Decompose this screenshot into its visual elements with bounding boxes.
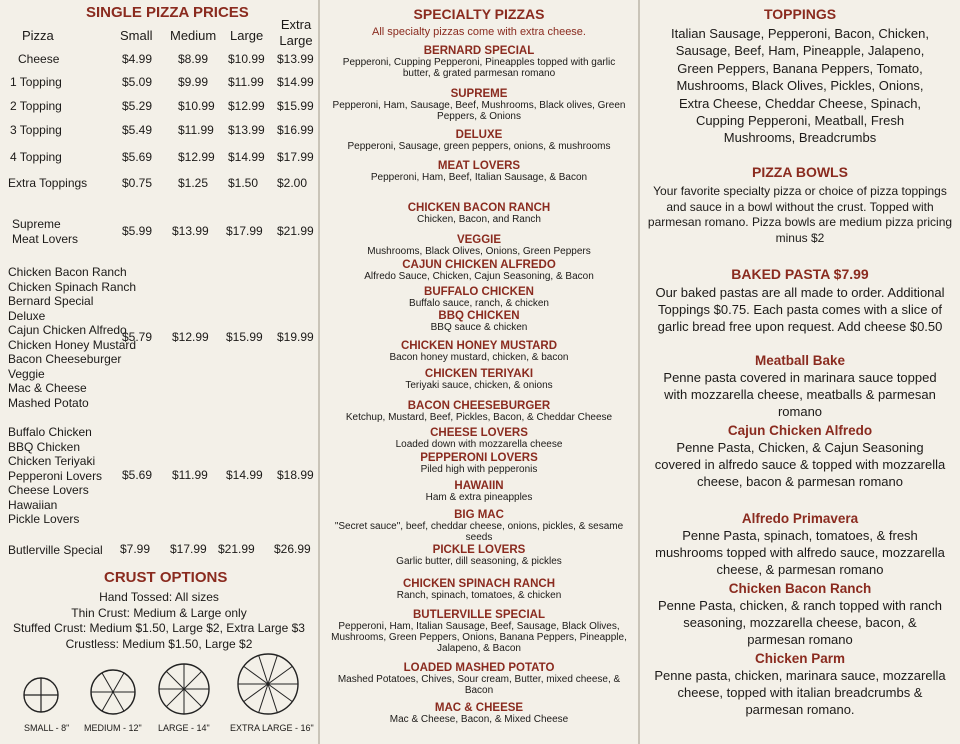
group-price: $19.99	[277, 329, 314, 344]
price-cell: $12.99	[228, 99, 265, 113]
pizza-name: Cajun Chicken Alfredo	[8, 323, 127, 337]
price-row-name: Extra Toppings	[8, 176, 88, 190]
specialty-name: BBQ CHICKEN	[438, 310, 520, 322]
price-cell: $11.99	[178, 123, 214, 137]
pizza-name: Cheese Lovers	[8, 483, 89, 497]
large-pizza-icon	[157, 662, 211, 716]
pasta-desc: Penne Pasta, chicken, & ranch topped with ranch seasoning, mozzarella cheese, bacon, & parmesan romano	[657, 598, 942, 647]
specialty-desc: Buffalo sauce, ranch, & chicken	[409, 298, 549, 309]
specialty-name: BIG MAC	[454, 509, 504, 521]
pasta-name: Cajun Chicken Alfredo	[727, 423, 873, 438]
specialty-desc: Pepperoni, Ham, Beef, Italian Sausage, & Bacon	[370, 172, 588, 183]
group-price: $5.69	[122, 467, 153, 482]
specialty-desc: Loaded down with mozzarella cheese	[395, 439, 563, 450]
pasta-name: Chicken Bacon Ranch	[728, 581, 872, 596]
pizza-name: Hawaiian	[8, 497, 58, 512]
toppings-list: Italian Sausage, Pepperoni, Bacon, Chicken, Sausage, Beef, Ham, Pineapple, Jalapeno, Green Peppers, Banana Peppers, Tomato, Mushrooms, Black Olives, Pickles, Onions, Extra Cheese, Cheddar Cheese, Spinach, Cupping Pepperoni, Meatball, Fresh Mushrooms, Breadcrumbs	[670, 26, 929, 146]
specialty-item	[320, 578, 638, 601]
price-cell: $10.99	[228, 52, 265, 66]
pizza-name: Pickle Lovers	[8, 512, 80, 526]
crust-options-title: CRUST OPTIONS	[104, 569, 228, 586]
group-price: $11.99	[172, 467, 208, 482]
specialty-item	[320, 340, 638, 363]
specialty-item	[320, 544, 638, 567]
specialty-name: MAC & CHEESE	[434, 702, 524, 714]
group-price: $17.99	[226, 223, 263, 238]
pasta-desc: Penne Pasta, Chicken, & Cajun Seasoning covered in alfredo sauce & topped with mozzarella cheese, bacon & parmesan romano	[654, 440, 946, 489]
price-group-names	[8, 543, 103, 558]
specialty-item	[320, 427, 638, 450]
price-row-name: Cheese	[18, 52, 60, 66]
pizza-name: BBQ Chicken	[8, 439, 81, 454]
extra-large-pizza-icon	[236, 652, 300, 716]
pasta-name: Meatball Bake	[754, 353, 846, 368]
specialty-item	[320, 129, 638, 152]
price-row-name: 4 Topping	[10, 150, 62, 164]
pizza-name: Bernard Special	[8, 294, 94, 308]
price-cell: $13.99	[228, 123, 265, 137]
price-cell: $0.75	[122, 176, 153, 190]
baked-pasta-title: BAKED PASTA $7.99	[731, 266, 869, 282]
specialty-item	[320, 88, 638, 122]
specialty-item	[320, 452, 638, 475]
price-row-name: 3 Topping	[10, 123, 62, 137]
crust-line: Thin Crust: Medium & Large only	[71, 605, 247, 620]
pasta-name: Alfredo Primavera	[741, 511, 859, 526]
specialty-desc: Piled high with pepperonis	[420, 464, 538, 475]
specialty-title: SPECIALTY PIZZAS	[413, 6, 545, 22]
price-cell: $13.99	[277, 52, 314, 66]
specialty-name: PICKLE LOVERS	[432, 544, 526, 556]
group-price: $21.99	[277, 223, 314, 238]
header-medium: Medium	[170, 28, 217, 43]
price-cell: $4.99	[122, 52, 153, 66]
specialty-name: CHICKEN HONEY MUSTARD	[400, 340, 558, 352]
pizza-name: Supreme	[12, 217, 61, 231]
price-cell: $10.99	[178, 99, 215, 113]
specialty-item	[320, 310, 638, 333]
specialty-desc: Mashed Potatoes, Chives, Sour cream, Butter, mixed cheese, & Bacon	[337, 674, 621, 696]
specialty-desc: "Secret sauce", beef, cheddar cheese, onions, pickles, & sesame seeds	[334, 521, 624, 543]
specialty-name: BUTLERVILLE SPECIAL	[412, 609, 546, 621]
price-group-names	[12, 217, 78, 246]
specialty-item	[320, 259, 638, 282]
price-cell: $5.69	[122, 150, 153, 164]
price-cell: $14.99	[277, 75, 314, 89]
specialty-name: SUPREME	[450, 88, 508, 100]
specialty-item	[320, 609, 638, 654]
price-cell: $12.99	[178, 150, 215, 164]
pizza-bowls-text: Your favorite specialty pizza or choice of pizza toppings and sauce in a bowl without the crust. Topped with parmesan romano. Pizza bowls are medium pizza pricing minus $2	[647, 184, 953, 245]
specialty-item	[320, 368, 638, 391]
medium-pizza-icon	[89, 668, 137, 716]
price-row-name: 1 Topping	[10, 75, 62, 89]
group-price: $5.99	[122, 223, 153, 238]
pizza-name: Pepperoni Lovers	[8, 468, 103, 483]
toppings-pasta-panel	[640, 0, 960, 744]
price-cell: $5.49	[122, 123, 153, 137]
specialty-item	[320, 45, 638, 79]
specialty-item	[320, 480, 638, 503]
specialty-item	[320, 400, 638, 423]
specialty-name: MEAT LOVERS	[437, 160, 521, 172]
pizza-name: Chicken Bacon Ranch	[8, 265, 127, 279]
group-price: $14.99	[226, 467, 263, 482]
specialty-item	[320, 702, 638, 725]
pizza-name: Veggie	[8, 366, 45, 381]
specialty-item	[320, 202, 638, 225]
specialty-desc: Teriyaki sauce, chicken, & onions	[405, 380, 553, 391]
pizza-name: Deluxe	[8, 308, 46, 323]
group-price: $21.99	[218, 542, 255, 557]
specialty-item	[320, 160, 638, 183]
specialty-desc: Garlic butter, dill seasoning, & pickles	[396, 556, 562, 567]
specialty-desc: Pepperoni, Cupping Pepperoni, Pineapples topped with garlic butter, & grated parmesan romano	[342, 57, 616, 79]
specialty-desc: Pepperoni, Ham, Sausage, Beef, Mushrooms, Black olives, Green Peppers, & Onions	[332, 100, 626, 122]
price-row-name: 2 Topping	[10, 99, 62, 113]
price-cell: $1.50	[228, 176, 259, 190]
group-price: $18.99	[277, 467, 314, 482]
specialty-name: DELUXE	[455, 129, 503, 141]
header-large: Large	[230, 28, 264, 43]
group-price: $5.79	[122, 329, 153, 344]
specialty-name: CHICKEN BACON RANCH	[407, 202, 551, 214]
small-pizza-icon	[22, 676, 60, 714]
specialty-name: CAJUN CHICKEN ALFREDO	[402, 259, 556, 271]
specialty-name: HAWAIIN	[454, 480, 504, 492]
specialty-item	[320, 286, 638, 309]
baked-pasta-intro: Our baked pastas are all made to order. Additional Toppings $0.75. Each pasta comes with a slice of garlic bread free upon request. Add cheese $0.50	[655, 285, 945, 334]
specialty-desc: BBQ sauce & chicken	[430, 322, 528, 333]
pizza-name: Butlerville Special	[8, 543, 103, 557]
pasta-name: Chicken Parm	[754, 651, 846, 666]
pizza-name: Chicken Honey Mustard	[8, 337, 137, 352]
specialty-desc: Mac & Cheese, Bacon, & Mixed Cheese	[389, 714, 569, 725]
pasta-desc: Penne pasta, chicken, marinara sauce, mozzarella cheese, topped with italian breadcrumbs & parmesan romano.	[654, 668, 946, 717]
specialty-name: BACON CHEESEBURGER	[407, 400, 551, 412]
pizza-name: Mac & Cheese	[8, 381, 87, 395]
price-cell: $16.99	[277, 123, 314, 137]
specialty-desc: Bacon honey mustard, chicken, & bacon	[389, 352, 569, 363]
specialty-item	[320, 234, 638, 257]
specialty-desc: Ham & extra pineapples	[425, 492, 533, 503]
specialty-subtitle: All specialty pizzas come with extra cheese.	[372, 26, 586, 38]
crust-line: Stuffed Crust: Medium $1.50, Large $2, Extra Large $3	[13, 621, 305, 635]
price-cell: $11.99	[228, 75, 264, 89]
price-cell: $8.99	[178, 52, 209, 66]
pizza-bowls-title: PIZZA BOWLS	[752, 164, 848, 180]
toppings-title: TOPPINGS	[763, 6, 837, 22]
crust-options-list	[0, 590, 318, 652]
specialty-name: CHICKEN SPINACH RANCH	[402, 578, 556, 590]
pizza-name: Bacon Cheeseburger	[8, 352, 122, 366]
specialty-name: PEPPERONI LOVERS	[420, 452, 538, 464]
group-price: $26.99	[274, 542, 311, 557]
pizza-name: Meat Lovers	[12, 231, 79, 246]
price-cell: $2.00	[277, 176, 308, 190]
specialty-desc: Pepperoni, Ham, Italian Sausage, Beef, Sausage, Black Olives, Mushrooms, Green Peppers, Onions, Banana Peppers, Pineapple, Jalapeno, & Bacon	[331, 621, 627, 654]
specialty-desc: Ketchup, Mustard, Beef, Pickles, Bacon, & Cheddar Cheese	[345, 412, 613, 423]
price-cell: $14.99	[228, 150, 265, 164]
specialty-name: CHICKEN TERIYAKI	[424, 368, 534, 380]
price-cell: $5.09	[122, 75, 153, 89]
specialty-name: LOADED MASHED POTATO	[403, 662, 555, 674]
specialty-desc: Chicken, Bacon, and Ranch	[417, 214, 541, 225]
group-price: $7.99	[120, 542, 151, 557]
group-price: $17.99	[170, 542, 207, 557]
group-price: $12.99	[172, 329, 209, 344]
price-cell: $1.25	[178, 176, 209, 190]
specialty-item	[320, 509, 638, 543]
specialty-name: CHEESE LOVERS	[430, 427, 528, 439]
pasta-desc: Penne Pasta, spinach, tomatoes, & fresh mushrooms topped with alfredo sauce, mozzarella cheese, & parmesan romano	[655, 528, 945, 577]
price-cell: $17.99	[277, 150, 314, 164]
price-group-names	[8, 265, 136, 410]
specialty-pizzas-panel	[320, 0, 638, 744]
price-cell: $9.99	[178, 75, 209, 89]
pizza-name: Chicken Teriyaki	[8, 454, 96, 468]
pizza-name: Mashed Potato	[8, 395, 89, 410]
price-group-names	[8, 425, 102, 527]
specialty-name: VEGGIE	[456, 234, 502, 246]
price-cell: $5.29	[122, 99, 153, 113]
crust-line: Hand Tossed: All sizes	[99, 590, 219, 604]
pizza-name: Chicken Spinach Ranch	[8, 279, 137, 294]
specialty-name: BERNARD SPECIAL	[423, 45, 535, 57]
pasta-desc: Penne pasta covered in marinara sauce topped with mozzarella cheese, meatballs & parmesan romano	[663, 370, 937, 419]
size-label-large: LARGE - 14"	[158, 723, 210, 733]
price-cell: $15.99	[277, 99, 314, 113]
size-label-medium: MEDIUM - 12"	[84, 723, 142, 733]
pizza-name: Buffalo Chicken	[8, 425, 92, 439]
specialty-name: BUFFALO CHICKEN	[424, 286, 534, 298]
single-pizza-panel	[0, 0, 318, 744]
header-small: Small	[120, 28, 153, 43]
group-price: $15.99	[226, 329, 263, 344]
specialty-desc: Ranch, spinach, tomatoes, & chicken	[396, 590, 562, 601]
specialty-item	[320, 662, 638, 696]
size-label-small: SMALL - 8"	[24, 723, 70, 733]
specialty-desc: Alfredo Sauce, Chicken, Cajun Seasoning, & Bacon	[364, 271, 594, 282]
group-price: $13.99	[172, 223, 209, 238]
header-pizza: Pizza	[22, 28, 54, 43]
specialty-desc: Pepperoni, Sausage, green peppers, onions, & mushrooms	[347, 141, 611, 152]
single-prices-title: SINGLE PIZZA PRICES	[86, 4, 249, 21]
size-label-extra-large: EXTRA LARGE - 16"	[230, 723, 314, 733]
header-extra-large: Extra Large	[279, 17, 313, 48]
crust-line: Crustless: Medium $1.50, Large $2	[65, 636, 253, 651]
specialty-desc: Mushrooms, Black Olives, Onions, Green Peppers	[367, 246, 591, 257]
